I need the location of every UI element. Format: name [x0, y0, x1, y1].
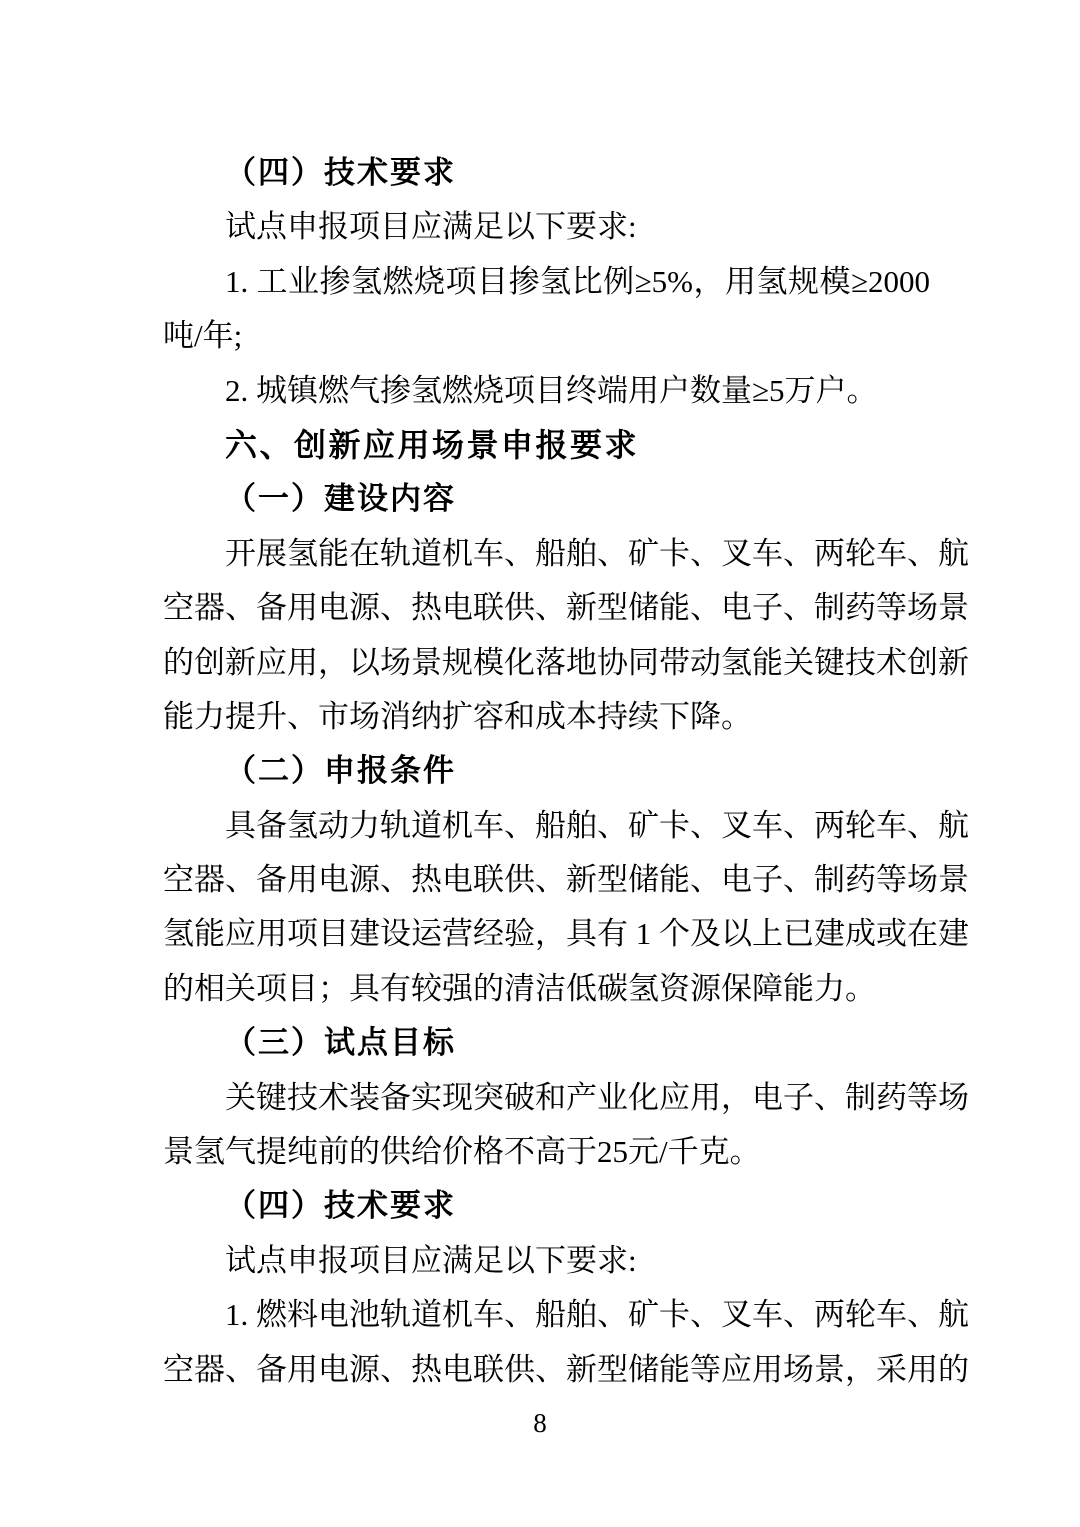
- paragraph-line: 空器、备用电源、热电联供、新型储能、电子、制药等场景: [163, 862, 969, 898]
- paragraph-line: 的创新应用，以场景规模化落地协同带动氢能关键技术创新: [163, 644, 969, 680]
- paragraph-line: 关键技术装备实现突破和产业化应用，电子、制药等场: [225, 1079, 969, 1115]
- paragraph-line: 景氢气提纯前的供给价格不高于25元/千克。: [163, 1134, 761, 1170]
- paragraph-line: 的相关项目；具有较强的清洁低碳氢资源保障能力。: [163, 970, 876, 1006]
- paragraph-line: 1. 燃料电池轨道机车、船舶、矿卡、叉车、两轮车、航: [225, 1297, 969, 1333]
- section-heading-technical-requirements: （四）技术要求: [225, 155, 456, 190]
- paragraph-line: 2. 城镇燃气掺氢燃烧项目终端用户数量≥5万户。: [225, 372, 878, 408]
- section-heading-innovation-application-scenarios: 六、创新应用场景申报要求: [225, 426, 640, 463]
- page-number: 8: [533, 1408, 547, 1438]
- paragraph-line: 具备氢动力轨道机车、船舶、矿卡、叉车、两轮车、航: [225, 807, 969, 843]
- section-heading-technical-requirements-2: （四）技术要求: [225, 1188, 456, 1224]
- paragraph-line: 氢能应用项目建设运营经验，具有 1 个及以上已建成或在建: [163, 916, 969, 952]
- paragraph-line: 1. 工业掺氢燃烧项目掺氢比例≥5%，用氢规模≥2000: [225, 263, 930, 299]
- section-heading-application-conditions: （二）申报条件: [225, 753, 456, 789]
- paragraph-line: 空器、备用电源、热电联供、新型储能、电子、制药等场景: [163, 590, 969, 626]
- paragraph-line: 吨/年;: [163, 318, 243, 354]
- paragraph-line: 试点申报项目应满足以下要求:: [225, 1242, 637, 1278]
- paragraph-line: 空器、备用电源、热电联供、新型储能等应用场景，采用的: [163, 1351, 969, 1387]
- section-heading-construction-content: （一）建设内容: [225, 481, 456, 517]
- paragraph-line: 能力提升、市场消纳扩容和成本持续下降。: [163, 698, 752, 734]
- document-body: [163, 146, 969, 1397]
- paragraph-line: 开展氢能在轨道机车、船舶、矿卡、叉车、两轮车、航: [225, 535, 969, 571]
- paragraph-line: 试点申报项目应满足以下要求:: [225, 209, 637, 245]
- section-heading-pilot-goals: （三）试点目标: [225, 1025, 456, 1061]
